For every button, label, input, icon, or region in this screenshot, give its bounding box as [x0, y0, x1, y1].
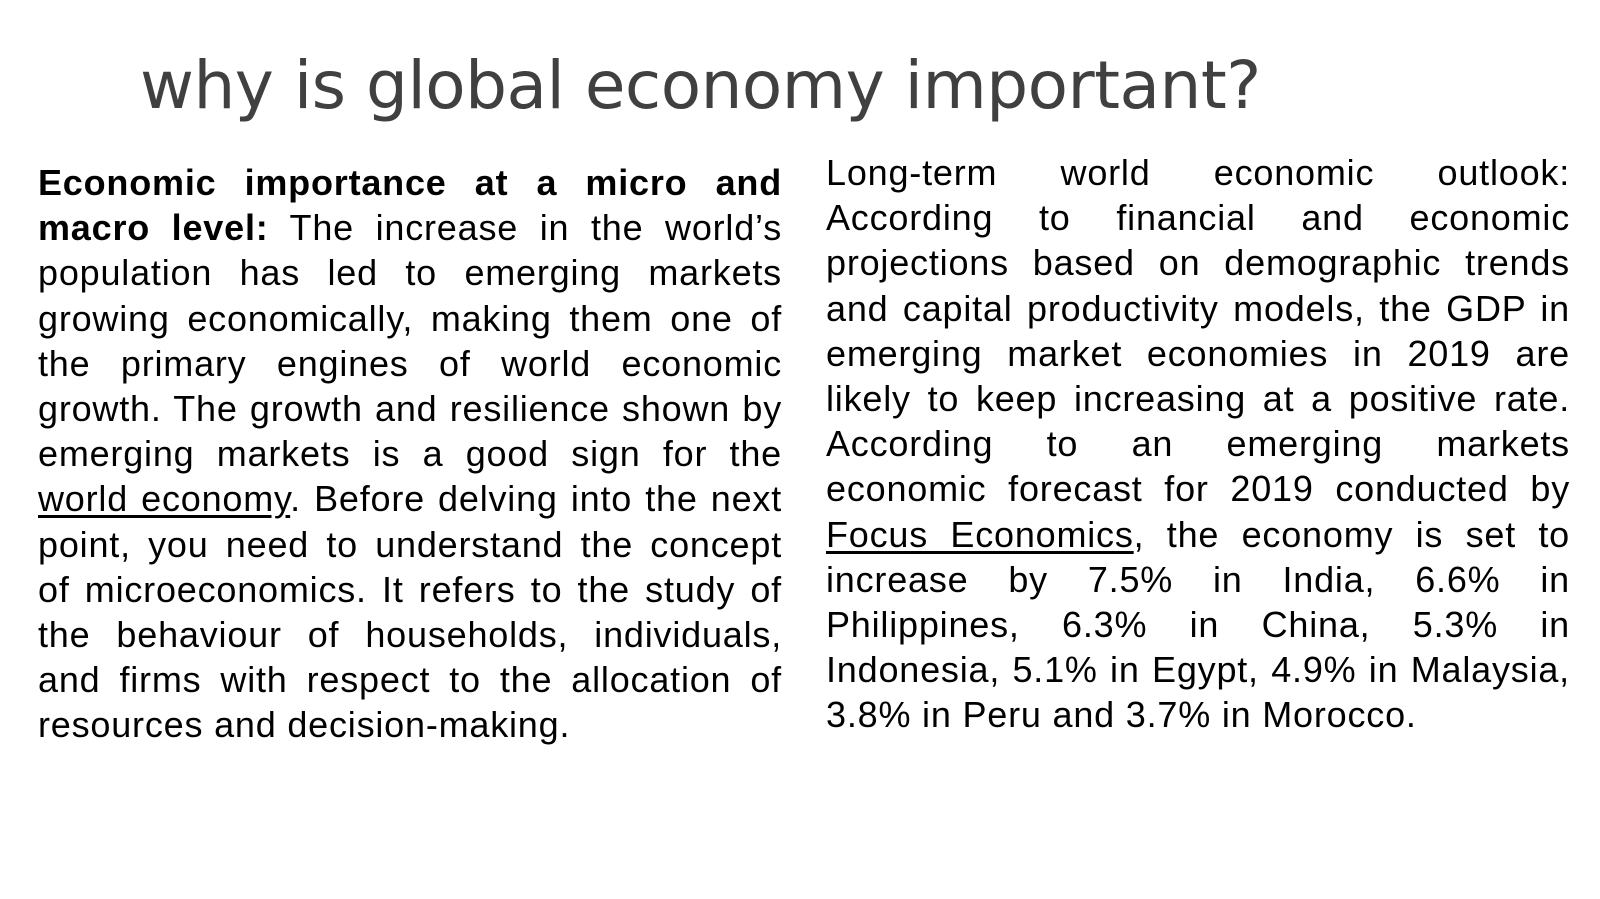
right-column-body-end: , the economy is set to increase by 7.5% in India, 6.6% in Philippines, 6.3% in China, 5.3% in Indonesia, 5.1% in Egypt, 4.9% in Malaysia, 3.8% in Peru and 3.7% in Morocco.: [826, 513, 1570, 736]
right-column-body-start: Long-term world economic outlook: According to financial and economic projections based on demographic trends and capital productivity models, the GDP in emerging market economies in 2019 are likely to keep increasing at a positive rate. According to an emerging markets economic forecast for 2019 conducted by: [826, 152, 1570, 510]
slide-title: why is global economy important?: [140, 47, 1261, 124]
right-column-text: [826, 150, 1570, 738]
left-column-text: [38, 160, 782, 748]
left-column-body-start: The increase in the world’s population has led to emerging markets growing economically, making them one of the primary engines of world economic growth. The growth and resilience shown by emerging markets is a good sign for the: [38, 207, 782, 475]
left-column-heading: Economic importance at a micro and macro level:: [38, 162, 782, 249]
left-column-body-end: . Before delving into the next point, you need to understand the concept of microeconomics. It refers to the study of the behaviour of households, individuals, and firms with respect to the allocation of resources and decision-making.: [38, 478, 782, 746]
world-economy-link[interactable]: world economy: [38, 478, 291, 520]
focus-economics-link[interactable]: Focus Economics: [826, 513, 1134, 555]
